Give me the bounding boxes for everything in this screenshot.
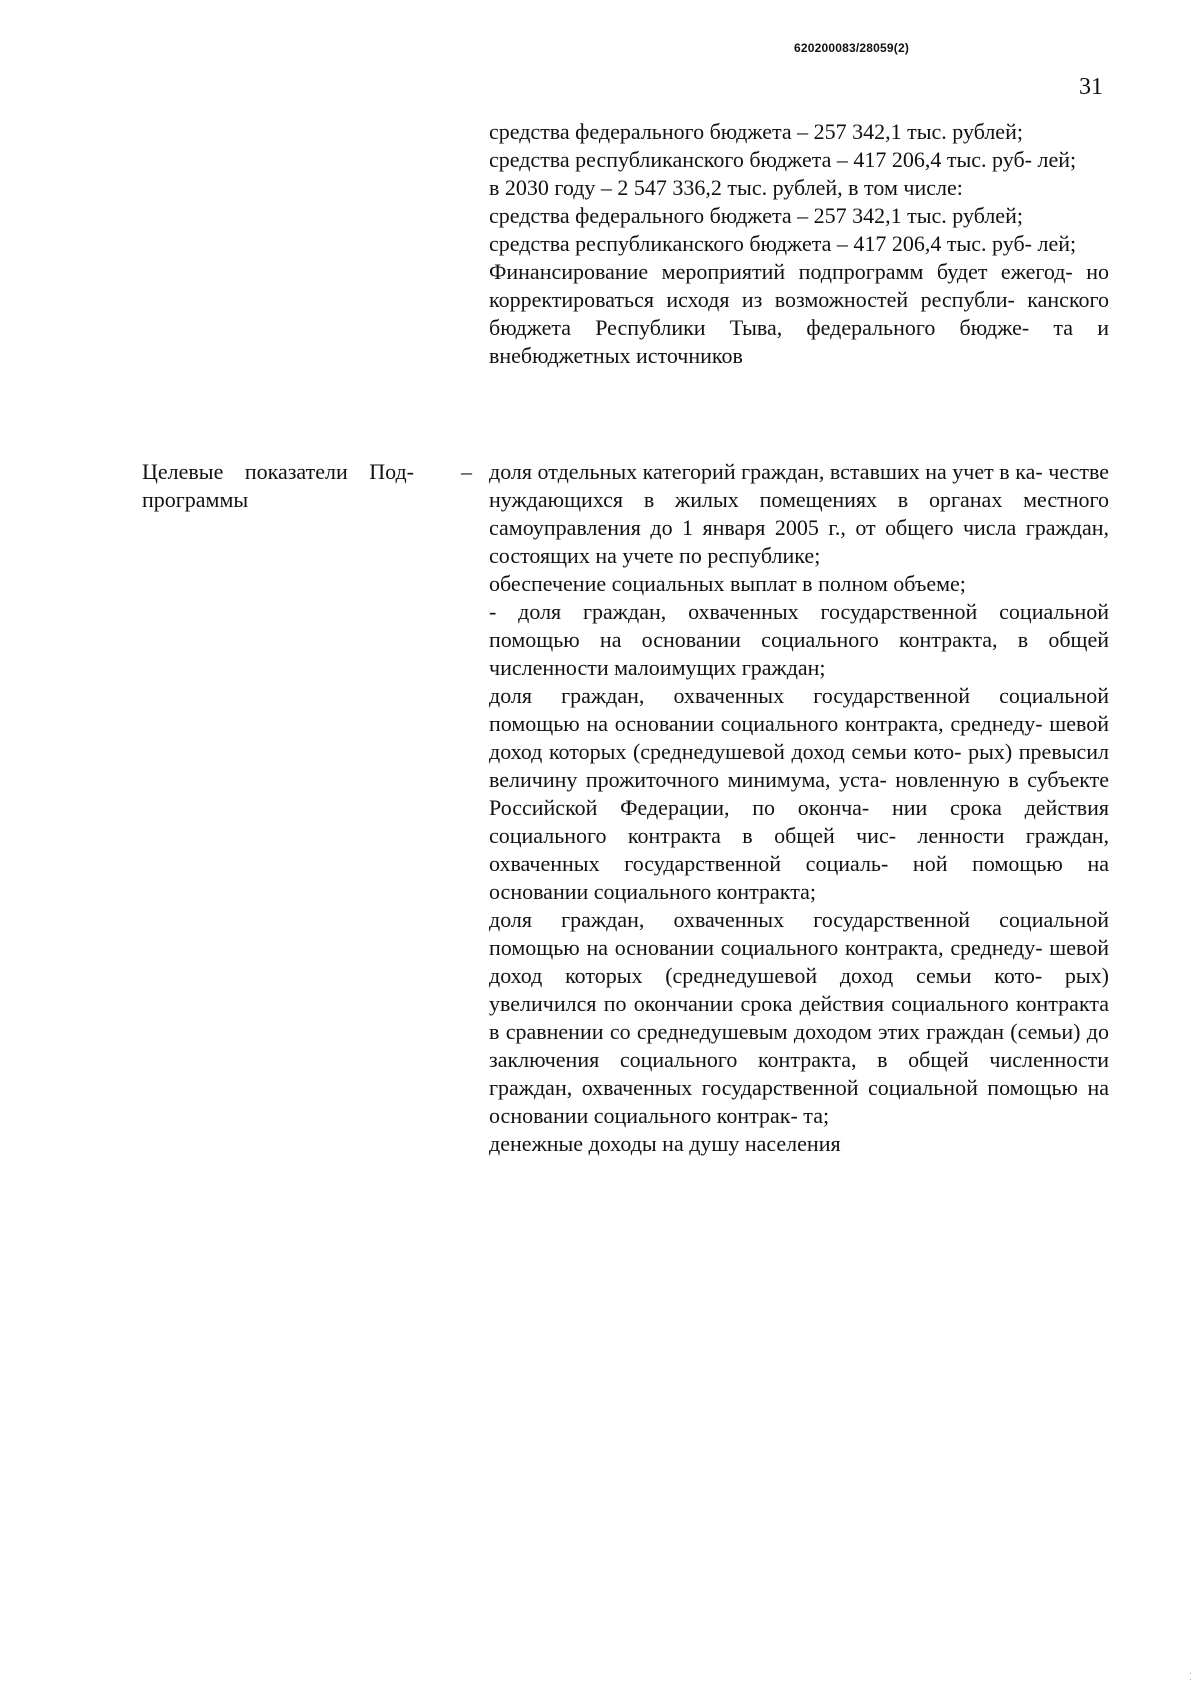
target-indicator-item: денежные доходы на душу населения xyxy=(489,1131,841,1156)
document-id: 620200083/28059(2) xyxy=(794,41,910,55)
target-indicators-list xyxy=(489,458,1109,1158)
funding-line: в 2030 году – 2 547 336,2 тыс. рублей, в том числе: xyxy=(489,175,963,200)
indicator-dash: – xyxy=(461,459,472,484)
funding-line: средства республиканского бюджета – 417 206,4 тыс. руб- лей; xyxy=(489,147,1077,172)
funding-text-block xyxy=(489,118,1109,370)
target-indicator-item: доля граждан, охваченных государственной социальной помощью на основании социального контракта, среднеду- шевой доход которых (среднедушевой доход семьи кото- рых) увеличился по окончании срока действия социального контракта в сравнении со среднедушевым доходом этих граждан (семьи) до заключения социального контракта, в общей численности граждан, охваченных государственной социальной помощью на основании социального контрак- та; xyxy=(489,907,1109,1128)
target-indicator-item: - доля граждан, охваченных государственной социальной помощью на основании социального контракта, в общей численности малоимущих граждан; xyxy=(489,599,1109,680)
target-indicator-item: доля отдельных категорий граждан, вставших на учет в ка- честве нуждающихся в жилых помещениях в органах местного самоуправления до 1 января 2005 г., от общего числа граждан, состоящих на учете по республике; xyxy=(489,459,1109,568)
target-indicators-label: Целевые показатели Под- программы xyxy=(142,459,414,512)
funding-line: средства федерального бюджета – 257 342,1 тыс. рублей; xyxy=(489,203,1023,228)
scan-mark-icon: ⁚ xyxy=(1188,1672,1192,1683)
funding-line: средства республиканского бюджета – 417 206,4 тыс. руб- лей; xyxy=(489,231,1077,256)
funding-note: Финансирование мероприятий подпрограмм будет ежегод- но корректироваться исходя из возможностей республи- канского бюджета Республики Тыва, федерального бюдже- та и внебюджетных источников xyxy=(489,259,1109,368)
page-number: 31 xyxy=(1079,74,1103,100)
target-indicator-item: доля граждан, охваченных государственной социальной помощью на основании социального контракта, среднеду- шевой доход которых (среднедушевой доход семьи кото- рых) превысил величину прожиточного минимума, уста- новленную в субъекте Российской Федерации, по оконча- нии срока действия социального контракта в общей чис- ленности граждан, охваченных государственной социаль- ной помощью на основании социального контракта; xyxy=(489,683,1109,904)
funding-line: средства федерального бюджета – 257 342,1 тыс. рублей; xyxy=(489,119,1023,144)
target-indicator-item: обеспечение социальных выплат в полном объеме; xyxy=(489,571,966,596)
